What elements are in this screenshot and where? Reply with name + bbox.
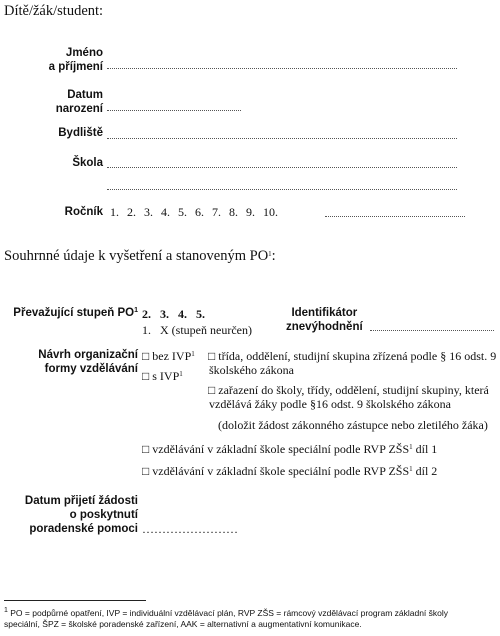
support-level-option-undetermined[interactable]: 1. X (stupeň neurčen) (142, 323, 252, 337)
grade-option[interactable]: 7. (212, 205, 221, 219)
name-label (49, 46, 103, 74)
grade-option[interactable]: 10. (263, 205, 278, 219)
support-level-label-text: Převažující stupeň PO (13, 307, 135, 319)
request-date-label-line2: o poskytnutí (69, 509, 138, 521)
summary-heading (4, 248, 276, 265)
footnote-ref: 1 (134, 307, 138, 314)
grade-note-field[interactable] (325, 216, 465, 217)
summary-heading-text: Souhrnné údaje k vyšetření a stanoveným PO (4, 248, 269, 264)
school-field[interactable] (107, 167, 457, 168)
address-field[interactable] (107, 138, 457, 139)
grade-option[interactable]: 2. (127, 205, 136, 219)
birthdate-label-line2: narození (55, 103, 103, 115)
checkbox-zss-part2[interactable] (142, 464, 437, 479)
footnote-ref: 1 (191, 350, 195, 358)
grade-options (110, 205, 278, 220)
zss-part1-tail: díl 1 (412, 442, 438, 456)
school-option-note: (doložit žádost zákonného zástupce nebo zletilého žáka) (218, 418, 488, 432)
zss-part1-label: □ vzdělávání v základní škole speciální podle RVP ZŠS (142, 442, 410, 456)
section-heading-student: Dítě/žák/student: (4, 3, 104, 19)
footnote-line1 (4, 608, 448, 619)
class-option-line1: □ třída, oddělení, studijní skupina zřízená podle § 16 odst. 9 (208, 349, 497, 363)
name-label-line2: a příjmení (48, 61, 103, 73)
footnote-ref: 1 (409, 465, 413, 473)
checkbox-with-ivp[interactable] (142, 369, 183, 384)
footnote-ref: 1 (179, 370, 183, 378)
birthdate-label (56, 88, 103, 116)
identifier-label (286, 306, 363, 334)
school-option-line2: vzdělává žáky podle §16 odst. 9 školského zákona (209, 397, 451, 411)
footnote-ref: 1 (268, 250, 272, 258)
name-field[interactable] (107, 68, 457, 69)
request-date-label-line1: Datum přijetí žádosti (24, 495, 138, 507)
class-option-line2: školského zákona (209, 363, 294, 377)
zss-part2-label: □ vzdělávání v základní škole speciální podle RVP ZŠS (142, 464, 410, 478)
checkbox-with-ivp-label: □ s IVP (142, 369, 180, 383)
org-form-label-line2: formy vzdělávání (44, 363, 138, 375)
footnote-separator (4, 600, 146, 601)
footnote-marker: 1 (4, 607, 8, 614)
checkbox-zss-part1[interactable] (142, 442, 437, 457)
checkbox-class-option[interactable] (208, 349, 496, 377)
grade-option[interactable]: 4. (161, 205, 170, 219)
birthdate-label-line1: Datum (67, 89, 103, 101)
footnote-line2: speciální, ŠPZ = školské poradenské zařízení, AAK = alternativní a augmentativní komunikace. (4, 619, 362, 629)
org-form-label (38, 348, 138, 376)
checkbox-without-ivp-label: □ bez IVP (142, 349, 192, 363)
identifier-field[interactable] (370, 330, 494, 331)
footnote (4, 608, 448, 630)
identifier-label-line1: Identifikátor (291, 307, 358, 319)
school-option-line1: □ zařazení do školy, třídy, oddělení, studijní skupiny, která (208, 383, 489, 397)
grade-option[interactable]: 9. (246, 205, 255, 219)
org-form-label-line1: Návrh organizační (38, 349, 138, 361)
checkbox-without-ivp[interactable] (142, 349, 195, 364)
footnote-ref: 1 (409, 443, 413, 451)
name-label-line1: Jméno (65, 47, 103, 59)
grade-option[interactable]: 1. (110, 205, 119, 219)
grade-option[interactable]: 3. (144, 205, 153, 219)
request-date-label-line3: poradenské pomoci (29, 523, 138, 535)
school-field-line2[interactable] (107, 189, 457, 190)
request-date-field[interactable]: …………………… (142, 522, 238, 536)
support-level-options[interactable]: 2. 3. 4. 5. (142, 307, 205, 321)
grade-option[interactable]: 8. (229, 205, 238, 219)
school-label: Škola (72, 157, 103, 169)
birthdate-field[interactable] (107, 110, 241, 111)
address-label: Bydliště (58, 127, 103, 139)
checkbox-school-option[interactable] (208, 383, 489, 411)
grade-option[interactable]: 5. (178, 205, 187, 219)
zss-part2-tail: díl 2 (412, 464, 438, 478)
grade-label: Ročník (64, 206, 103, 218)
summary-heading-colon: : (271, 248, 276, 264)
request-date-label (25, 494, 138, 536)
grade-option[interactable]: 6. (195, 205, 204, 219)
identifier-label-line2: znevýhodnění (286, 321, 363, 333)
footnote-text1: PO = podpůrné opatření, IVP = individuální vzdělávací plán, RVP ZŠS = rámcový vzdělávací program základní školy (7, 608, 449, 618)
support-level-label (13, 306, 138, 320)
